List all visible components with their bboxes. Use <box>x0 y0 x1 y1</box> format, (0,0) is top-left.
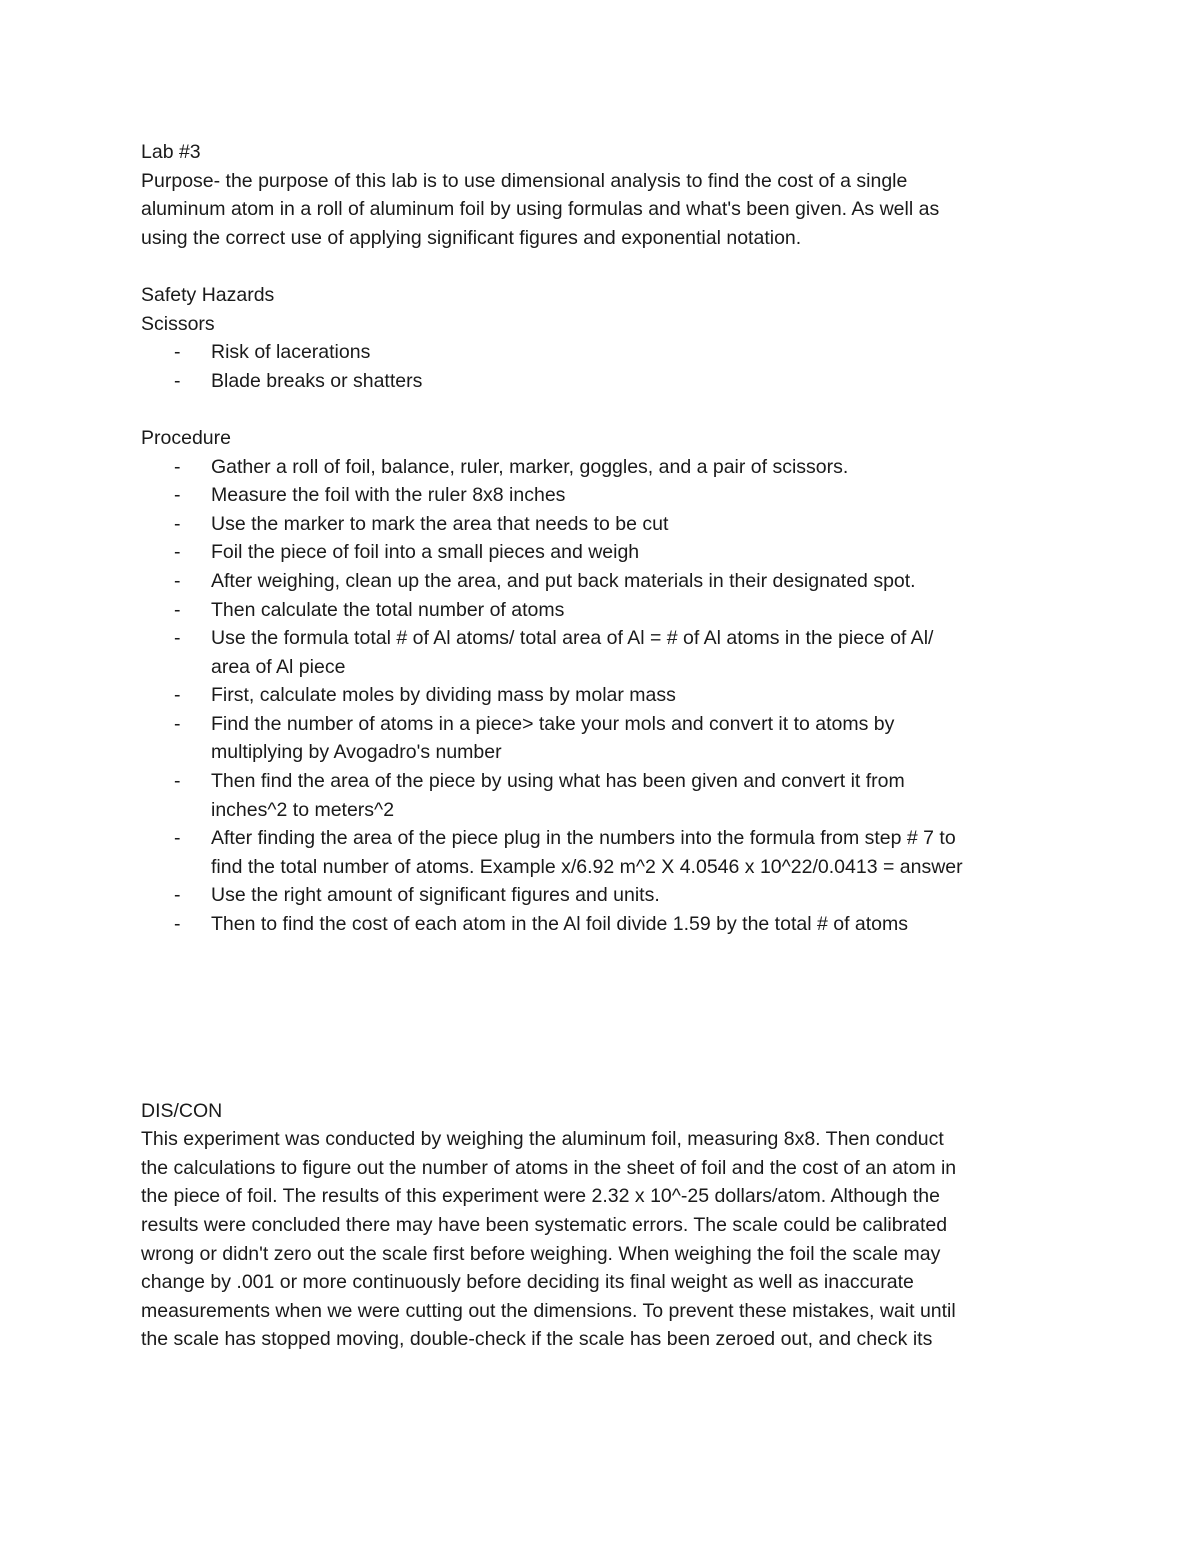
discussion-line: measurements when we were cutting out the dimensions. To prevent these mistakes, wait until <box>141 1299 956 1322</box>
procedure-step <box>141 453 1051 482</box>
discussion-line: wrong or didn't zero out the scale first before weighing. When weighing the foil the scale may <box>141 1242 941 1265</box>
procedure-step-text: Then find the area of the piece by using what has been given and convert it from <box>211 770 905 793</box>
procedure-step <box>141 567 1051 596</box>
dash-bullet: - <box>174 684 181 707</box>
hazard-text: Risk of lacerations <box>211 341 371 364</box>
hazard-text: Blade breaks or shatters <box>211 369 423 392</box>
purpose-paragraph <box>141 167 1061 253</box>
dash-bullet: - <box>174 598 181 621</box>
procedure-step-text: Find the number of atoms in a piece> take your mols and convert it to atoms by <box>211 712 895 735</box>
hazard-list <box>141 338 1061 395</box>
discussion-line: the calculations to figure out the number of atoms in the sheet of foil and the cost of an atom in <box>141 1156 957 1179</box>
procedure-step <box>141 481 1051 510</box>
procedure-step-text: After weighing, clean up the area, and put back materials in their designated spot. <box>211 569 916 592</box>
procedure-step-text: multiplying by Avogadro's number <box>211 741 502 764</box>
dash-bullet: - <box>174 369 181 392</box>
procedure-step-text: find the total number of atoms. Example x/6.92 m^2 X 4.0546 x 10^22/0.0413 = answer <box>211 855 963 878</box>
discussion-paragraph <box>141 1125 1051 1354</box>
procedure-list <box>141 453 1061 939</box>
dash-bullet: - <box>174 541 181 564</box>
safety-item-label: Scissors <box>141 312 215 335</box>
procedure-step <box>141 767 1051 824</box>
purpose-line: using the correct use of applying significant figures and exponential notation. <box>141 226 802 249</box>
discussion-line: change by .001 or more continuously before deciding its final weight as well as inaccurate <box>141 1271 914 1294</box>
procedure-heading: Procedure <box>141 426 231 449</box>
dash-bullet: - <box>174 913 181 936</box>
procedure-step <box>141 824 1051 881</box>
purpose-line: Purpose- the purpose of this lab is to use dimensional analysis to find the cost of a single <box>141 169 908 192</box>
discussion-line: the piece of foil. The results of this experiment were 2.32 x 10^-25 dollars/atom. Although the <box>141 1185 940 1208</box>
procedure-step <box>141 596 1051 625</box>
procedure-step <box>141 881 1051 910</box>
dash-bullet: - <box>174 827 181 850</box>
procedure-step-text: Foil the piece of foil into a small pieces and weigh <box>211 541 640 564</box>
procedure-step-text: Use the marker to mark the area that needs to be cut <box>211 512 669 535</box>
procedure-step <box>141 538 1051 567</box>
safety-heading: Safety Hazards <box>141 283 275 306</box>
list-item <box>141 338 1051 367</box>
page-title: Lab #3 <box>141 141 201 163</box>
dash-bullet: - <box>174 627 181 650</box>
procedure-step <box>141 510 1051 539</box>
dash-bullet: - <box>174 512 181 535</box>
procedure-step <box>141 681 1051 710</box>
procedure-step-text: Then calculate the total number of atoms <box>211 598 565 621</box>
procedure-step <box>141 624 1051 681</box>
procedure-step-text: Then to find the cost of each atom in the Al foil divide 1.59 by the total # of atoms <box>211 913 909 936</box>
discussion-line: This experiment was conducted by weighing the aluminum foil, measuring 8x8. Then conduct <box>141 1128 944 1151</box>
procedure-step-text: area of Al piece <box>211 655 346 678</box>
dash-bullet: - <box>174 770 181 793</box>
purpose-line: aluminum atom in a roll of aluminum foil by using formulas and what's been given. As well as <box>141 198 940 221</box>
document-page <box>141 138 1061 1354</box>
dash-bullet: - <box>174 884 181 907</box>
dash-bullet: - <box>174 569 181 592</box>
procedure-step-text: First, calculate moles by dividing mass by molar mass <box>211 684 676 707</box>
procedure-step-text: After finding the area of the piece plug in the numbers into the formula from step # 7 to <box>211 827 956 850</box>
spacer <box>141 939 1061 1097</box>
procedure-step-text: inches^2 to meters^2 <box>211 798 395 821</box>
spacer <box>141 252 1061 281</box>
procedure-step <box>141 910 1051 939</box>
list-item <box>141 367 1051 396</box>
discussion-heading: DIS/CON <box>141 1099 223 1122</box>
dash-bullet: - <box>174 455 181 478</box>
discussion-line: the scale has stopped moving, double-check if the scale has been zeroed out, and check its <box>141 1328 933 1351</box>
procedure-step <box>141 710 1051 767</box>
procedure-step-text: Use the formula total # of Al atoms/ total area of Al = # of Al atoms in the piece of Al/ <box>211 627 934 650</box>
procedure-step-text: Gather a roll of foil, balance, ruler, marker, goggles, and a pair of scissors. <box>211 455 849 478</box>
dash-bullet: - <box>174 341 181 364</box>
procedure-step-text: Use the right amount of significant figures and units. <box>211 884 660 907</box>
spacer <box>141 395 1061 424</box>
dash-bullet: - <box>174 712 181 735</box>
discussion-line: results were concluded there may have been systematic errors. The scale could be calibrated <box>141 1214 948 1236</box>
procedure-step-text: Measure the foil with the ruler 8x8 inches <box>211 484 566 507</box>
dash-bullet: - <box>174 484 181 507</box>
